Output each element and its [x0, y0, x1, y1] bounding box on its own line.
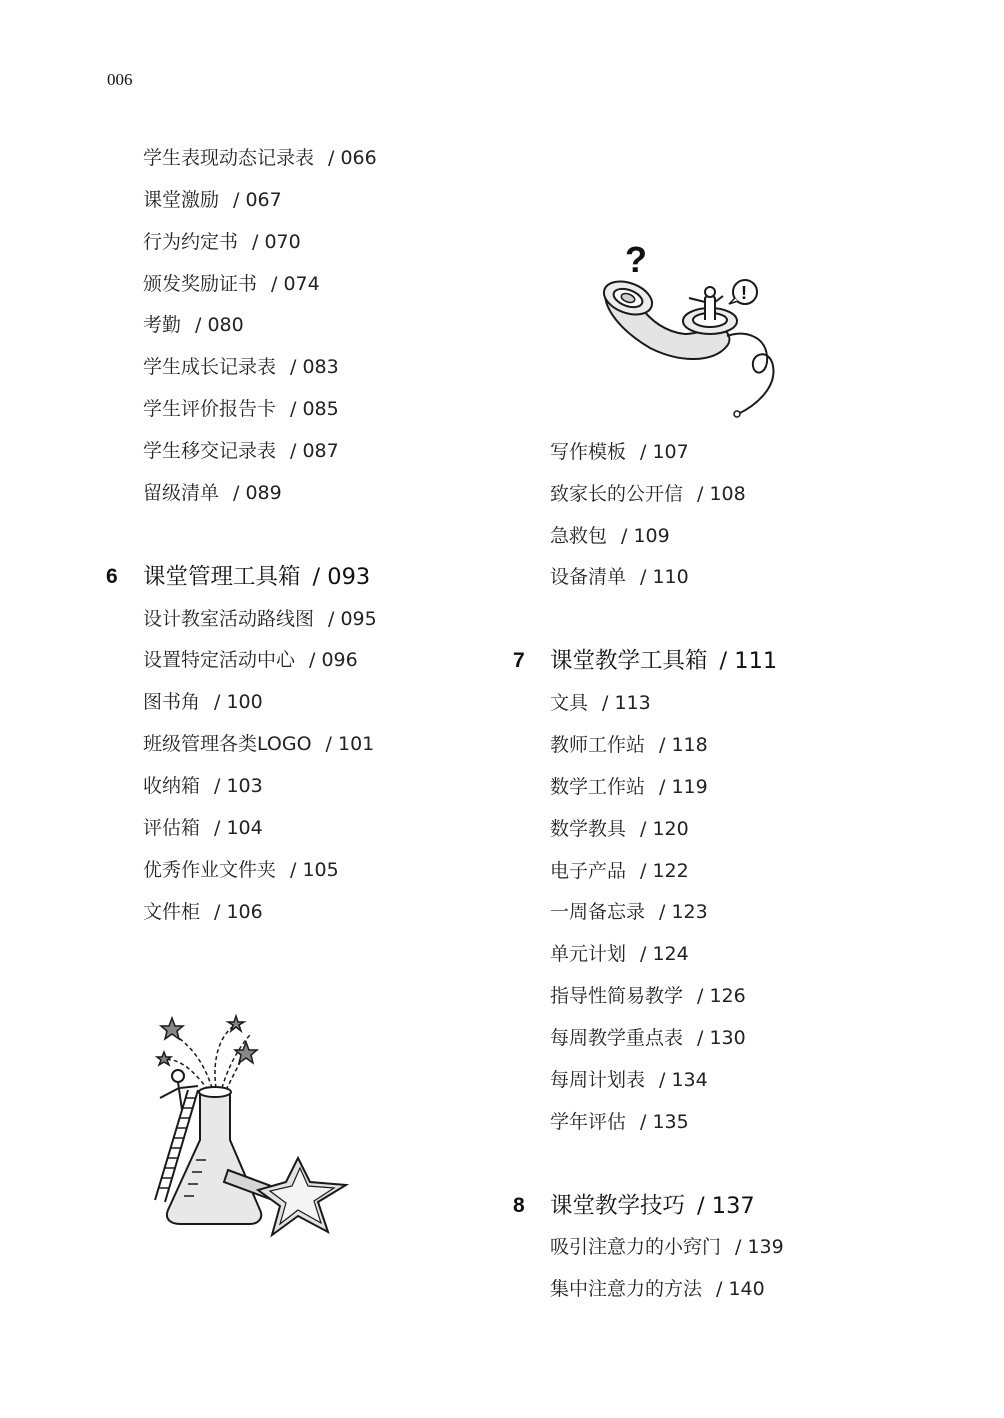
entry-page: / 106	[214, 901, 263, 923]
toc-entry[interactable]	[550, 984, 746, 1008]
toc-entry[interactable]	[550, 440, 689, 464]
toc-entry[interactable]	[550, 859, 689, 883]
entry-title: 学生成长记录表	[143, 356, 277, 378]
toc-entry[interactable]	[550, 1235, 784, 1259]
entry-page: / 140	[716, 1278, 765, 1300]
entry-page: / 089	[233, 482, 282, 504]
toc-entry[interactable]	[143, 481, 282, 505]
toc-entry[interactable]	[143, 816, 263, 840]
entry-page: / 119	[659, 776, 708, 798]
entry-title: 优秀作业文件夹	[143, 859, 277, 881]
entry-title: 行为约定书	[143, 231, 239, 253]
entry-title: 班级管理各类LOGO	[143, 733, 312, 755]
entry-page: / 066	[328, 147, 377, 169]
entry-title: 吸引注意力的小窍门	[550, 1236, 722, 1258]
toc-entry[interactable]	[550, 691, 651, 715]
toc-entry[interactable]	[143, 272, 320, 296]
toc-entry[interactable]	[550, 942, 689, 966]
entry-page: / 104	[214, 817, 263, 839]
entry-title: 文件柜	[143, 901, 201, 923]
toc-entry[interactable]	[550, 1110, 689, 1134]
chapter-8-heading[interactable]	[513, 1191, 755, 1221]
entry-page: / 135	[640, 1111, 689, 1133]
toc-entry[interactable]	[550, 900, 708, 924]
entry-page: / 107	[640, 441, 689, 463]
entry-title: 每周计划表	[550, 1069, 646, 1091]
chapter-number: 8	[513, 1194, 525, 1217]
toc-entry[interactable]	[550, 1277, 765, 1301]
entry-page: / 110	[640, 566, 689, 588]
entry-title: 学生表现动态记录表	[143, 147, 315, 169]
toc-entry[interactable]	[143, 439, 339, 463]
entry-title: 集中注意力的方法	[550, 1278, 703, 1300]
entry-page: / 113	[602, 692, 651, 714]
toc-entry[interactable]	[143, 607, 377, 631]
chapter-number: 6	[106, 565, 118, 588]
toc-entry[interactable]	[550, 817, 689, 841]
entry-title: 文具	[550, 692, 589, 714]
entry-title: 学生评价报告卡	[143, 398, 277, 420]
entry-title: 收纳箱	[143, 775, 201, 797]
entry-title: 设置特定活动中心	[143, 649, 296, 671]
toc-entry[interactable]	[143, 690, 263, 714]
toc-entry[interactable]	[550, 1068, 708, 1092]
toc-entry[interactable]	[143, 397, 339, 421]
entry-page: / 083	[290, 356, 339, 378]
entry-page: / 123	[659, 901, 708, 923]
entry-page: / 124	[640, 943, 689, 965]
toc-entry[interactable]	[143, 732, 374, 756]
entry-page: / 103	[214, 775, 263, 797]
entry-title: 课堂激励	[143, 189, 220, 211]
entry-title: 指导性简易教学	[550, 985, 684, 1007]
entry-page: / 100	[214, 691, 263, 713]
chapter-page: / 093	[312, 564, 371, 590]
entry-title: 数学教具	[550, 818, 627, 840]
entry-page: / 101	[325, 733, 375, 755]
toc-entry[interactable]	[143, 648, 358, 672]
entry-page: / 108	[697, 483, 746, 505]
telephone-illustration-icon	[595, 238, 785, 423]
entry-title: 单元计划	[550, 943, 627, 965]
entry-page: / 096	[309, 649, 358, 671]
entry-title: 电子产品	[550, 860, 627, 882]
chapter-page: / 137	[697, 1193, 755, 1219]
toc-entry[interactable]	[550, 775, 708, 799]
entry-title: 颁发奖励证书	[143, 273, 258, 295]
toc-entry[interactable]	[143, 355, 339, 379]
chapter-title: 课堂教学工具箱	[550, 648, 708, 674]
entry-page: / 087	[290, 440, 339, 462]
chapter-number: 7	[513, 649, 525, 672]
chapter-title: 课堂管理工具箱	[143, 564, 301, 590]
entry-title: 教师工作站	[550, 734, 646, 756]
page-number: 006	[107, 70, 133, 89]
entry-page: / 139	[735, 1236, 784, 1258]
flask-star-illustration-icon	[150, 1010, 355, 1240]
entry-title: 设计教室活动路线图	[143, 608, 315, 630]
toc-entry[interactable]	[550, 482, 746, 506]
exclamation-mark: !	[741, 283, 747, 303]
entry-page: / 126	[697, 985, 746, 1007]
entry-page: / 067	[233, 189, 282, 211]
entry-page: / 070	[252, 231, 301, 253]
entry-title: 设备清单	[550, 566, 627, 588]
entry-page: / 095	[328, 608, 377, 630]
entry-title: 考勤	[143, 314, 182, 336]
chapter-title: 课堂教学技巧	[550, 1193, 686, 1219]
toc-entry[interactable]	[143, 858, 339, 882]
entry-page: / 085	[290, 398, 339, 420]
question-mark: ?	[625, 239, 647, 280]
entry-title: 学生移交记录表	[143, 440, 277, 462]
toc-entry[interactable]	[143, 230, 301, 254]
toc-entry[interactable]	[143, 313, 244, 337]
entry-title: 每周教学重点表	[550, 1027, 684, 1049]
toc-entry[interactable]	[143, 900, 263, 924]
entry-title: 急救包	[550, 525, 608, 547]
entry-page: / 120	[640, 818, 689, 840]
toc-entry[interactable]	[143, 188, 282, 212]
entry-title: 留级清单	[143, 482, 220, 504]
entry-page: / 130	[697, 1027, 746, 1049]
entry-title: 数学工作站	[550, 776, 646, 798]
chapter-7-heading[interactable]	[513, 646, 778, 676]
entry-page: / 134	[659, 1069, 708, 1091]
toc-entry[interactable]	[550, 1026, 746, 1050]
entry-page: / 080	[195, 314, 244, 336]
entry-page: / 118	[659, 734, 708, 756]
chapter-6-heading[interactable]	[106, 562, 371, 592]
toc-entry[interactable]	[550, 733, 708, 757]
entry-title: 一周备忘录	[550, 901, 646, 923]
entry-title: 写作模板	[550, 441, 627, 463]
chapter-page: / 111	[719, 648, 778, 674]
toc-entry[interactable]	[550, 565, 689, 589]
toc-entry[interactable]	[143, 146, 377, 170]
entry-title: 学年评估	[550, 1111, 627, 1133]
toc-entry[interactable]	[550, 524, 670, 548]
entry-title: 评估箱	[143, 817, 201, 839]
toc-entry[interactable]	[143, 774, 263, 798]
entry-page: / 122	[640, 860, 689, 882]
entry-page: / 074	[271, 273, 320, 295]
entry-page: / 105	[290, 859, 339, 881]
entry-title: 致家长的公开信	[550, 483, 684, 505]
entry-title: 图书角	[143, 691, 201, 713]
entry-page: / 109	[621, 525, 670, 547]
